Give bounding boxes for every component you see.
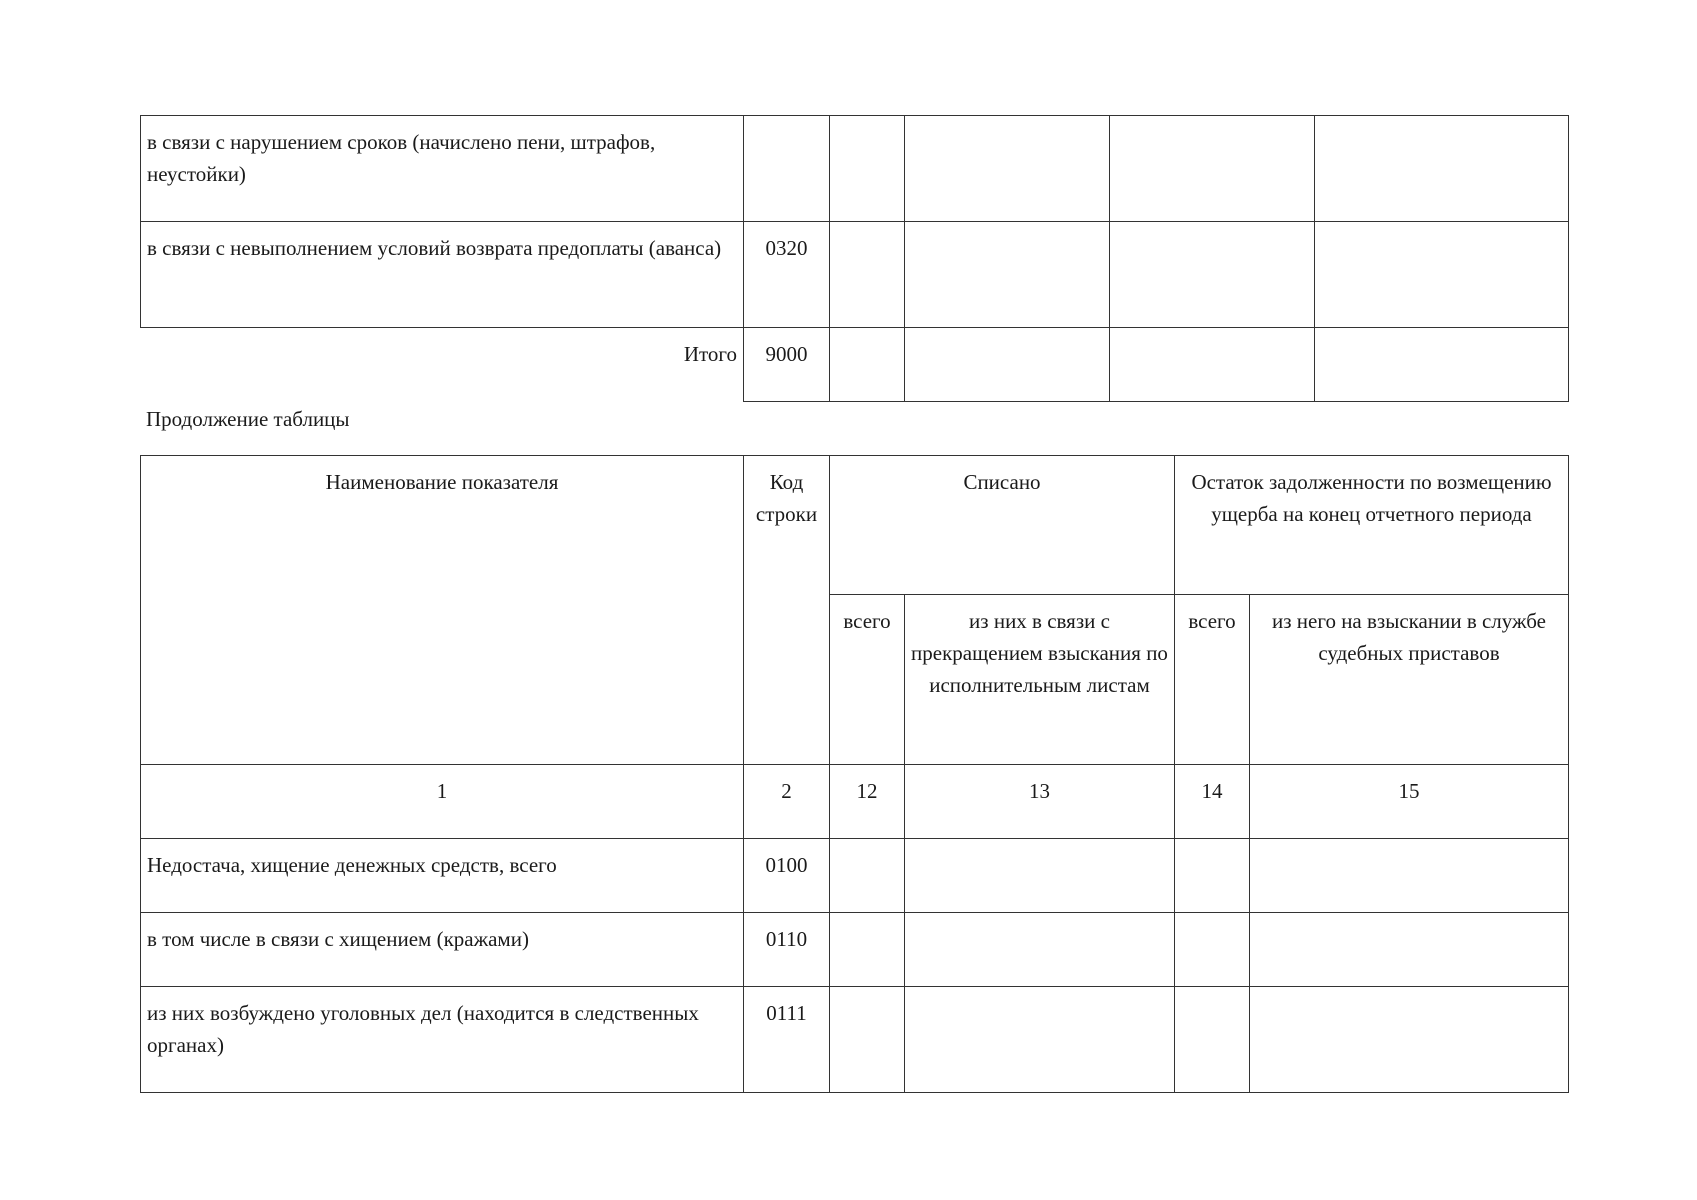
row-name: в связи с невыполнением условий возврата предоплаты (аванса) (141, 222, 744, 328)
empty-cell (1315, 222, 1569, 328)
row-code: 0110 (744, 913, 830, 987)
bottom-table (140, 455, 1569, 1093)
row-name: в связи с нарушением сроков (начислено пени, штрафов, неустойки) (141, 116, 744, 222)
empty-cell (1250, 839, 1569, 913)
table-row (141, 116, 1569, 222)
empty-cell (905, 328, 1110, 402)
empty-cell (830, 987, 905, 1093)
empty-cell (1110, 222, 1315, 328)
empty-cell (1175, 839, 1250, 913)
empty-cell (905, 987, 1175, 1093)
header-row (141, 456, 1569, 595)
table-row (141, 222, 1569, 328)
empty-cell (830, 913, 905, 987)
column-number: 14 (1175, 765, 1250, 839)
row-name: из них возбуждено уголовных дел (находится в следственных органах) (141, 987, 744, 1093)
row-code: 0111 (744, 987, 830, 1093)
table-row (141, 913, 1569, 987)
empty-cell (905, 116, 1110, 222)
column-number: 13 (905, 765, 1175, 839)
empty-cell (1110, 116, 1315, 222)
empty-cell (1250, 987, 1569, 1093)
empty-cell (1175, 987, 1250, 1093)
row-name: в том числе в связи с хищением (кражами) (141, 913, 744, 987)
table-row (141, 839, 1569, 913)
top-table (140, 115, 1569, 402)
column-numbers-row (141, 765, 1569, 839)
header-code: Код строки (744, 456, 830, 765)
header-remainder-bailiffs: из него на взыскании в службе судебных приставов (1250, 595, 1569, 765)
empty-cell (830, 328, 905, 402)
row-code: 0100 (744, 839, 830, 913)
empty-cell (1110, 328, 1315, 402)
header-remainder-total: всего (1175, 595, 1250, 765)
row-code (744, 116, 830, 222)
row-code: 0320 (744, 222, 830, 328)
column-number: 12 (830, 765, 905, 839)
empty-cell (1175, 913, 1250, 987)
empty-cell (1250, 913, 1569, 987)
total-label: Итого (141, 328, 744, 402)
empty-cell (905, 839, 1175, 913)
header-remainder: Остаток задолженности по возмещению ущерба на конец отчетного периода (1175, 456, 1569, 595)
empty-cell (830, 222, 905, 328)
total-code: 9000 (744, 328, 830, 402)
empty-cell (830, 116, 905, 222)
empty-cell (905, 913, 1175, 987)
table-row (141, 987, 1569, 1093)
header-written-off: Списано (830, 456, 1175, 595)
total-row (141, 328, 1569, 402)
column-number: 1 (141, 765, 744, 839)
column-number: 15 (1250, 765, 1569, 839)
header-written-off-total: всего (830, 595, 905, 765)
empty-cell (905, 222, 1110, 328)
row-name: Недостача, хищение денежных средств, всего (141, 839, 744, 913)
header-written-off-terminated: из них в связи с прекращением взыскания по исполнительным листам (905, 595, 1175, 765)
empty-cell (1315, 328, 1569, 402)
continuation-label: Продолжение таблицы (146, 407, 350, 431)
empty-cell (830, 839, 905, 913)
header-name: Наименование показателя (141, 456, 744, 765)
column-number: 2 (744, 765, 830, 839)
empty-cell (1315, 116, 1569, 222)
